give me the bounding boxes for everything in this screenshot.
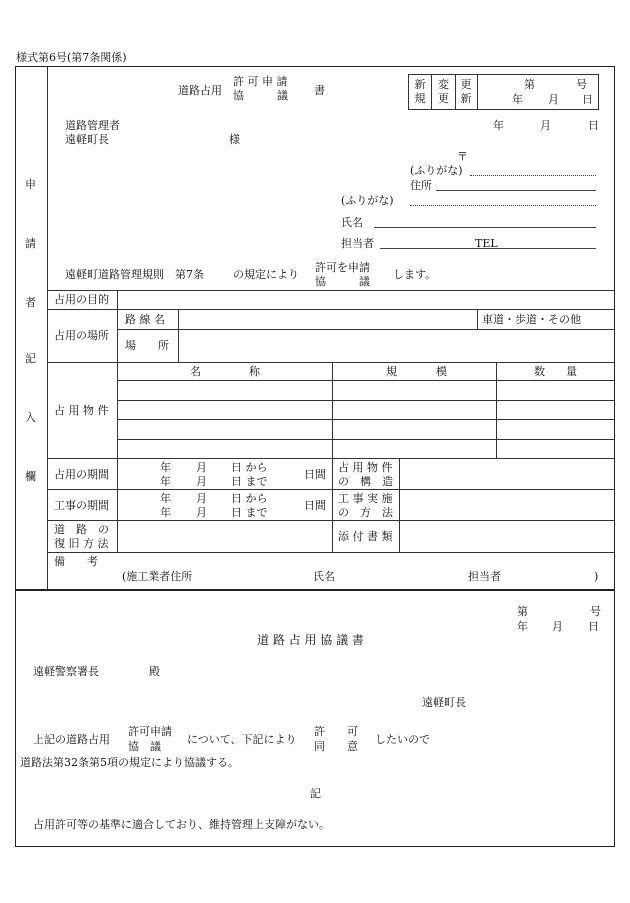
consult-body-end: したいので	[375, 733, 430, 746]
title-suffix: 書	[314, 84, 325, 97]
roadtype-divider	[477, 309, 478, 329]
work-to-month: 月	[196, 506, 207, 519]
row-line	[47, 552, 614, 553]
header-number-dai: 第	[524, 78, 535, 91]
consult-from: 遠軽町長	[422, 696, 466, 709]
consult-to-honorific: 殿	[149, 665, 160, 678]
restore-label-1: 道 路 の	[54, 523, 109, 536]
route-field[interactable]	[179, 310, 476, 329]
work-to-day: 日 まで	[231, 506, 268, 519]
restore-label-2: 復 旧 方 法	[54, 537, 109, 550]
consult-title: 道 路 占 用 協 議 書	[257, 633, 364, 647]
consult-date-year: 年	[517, 620, 528, 633]
furigana-name-line[interactable]	[410, 205, 596, 206]
attachments-label: 添 付 書 類	[338, 530, 393, 543]
type-divider	[477, 74, 478, 110]
period-to-year: 年	[160, 475, 171, 488]
furigana-name: (ふりがな)	[341, 194, 394, 207]
structure-label-2: の 構 造	[338, 475, 393, 488]
consult-number-dai: 第	[517, 605, 528, 618]
consult-body-opt-permit: 許可申請	[128, 725, 172, 738]
work-from-year: 年	[160, 492, 171, 505]
row-line	[117, 439, 614, 440]
town-mayor-label: 遠軽町長	[65, 133, 109, 146]
method-label-1: 工 事 実 施	[338, 492, 393, 505]
row-line	[47, 362, 614, 363]
work-from-month: 月	[196, 492, 207, 505]
objects-label: 占 用 物 件	[54, 404, 109, 417]
consult-date-month: 月	[552, 620, 563, 633]
restore-field[interactable]	[118, 521, 331, 552]
objects-col-divider	[332, 362, 333, 458]
header-number-go: 号	[576, 78, 587, 91]
consult-body-opt-consult: 協 議	[128, 740, 161, 753]
route-label: 路 線 名	[125, 313, 165, 326]
furigana-address: (ふりがな)	[410, 164, 463, 177]
consult-number-go: 号	[590, 605, 601, 618]
header-date-month: 月	[548, 93, 559, 106]
title-option-consult: 協 議	[233, 89, 288, 102]
header-date-day: 日	[582, 93, 593, 106]
postal-mark: 〒	[457, 150, 468, 163]
honorific-sama: 様	[229, 133, 240, 146]
type-renew-1: 更	[460, 78, 472, 91]
contractor-address-label: (施工業者住所	[122, 570, 193, 583]
work-days: 日間	[304, 499, 326, 512]
period-from-month: 月	[196, 461, 207, 474]
consult-ki: 記	[310, 787, 321, 800]
side-label-5: 欄	[25, 470, 36, 483]
period-to-month: 月	[196, 475, 207, 488]
row-line	[117, 419, 614, 420]
work-period-label: 工事の期間	[54, 499, 109, 512]
contact-label: 担当者	[341, 237, 374, 250]
period-days: 日間	[304, 468, 326, 481]
structure-label-1: 占 用 物 件	[338, 461, 393, 474]
name-line[interactable]	[374, 227, 596, 228]
col-name-2: 称	[249, 365, 260, 378]
side-label-2: 者	[25, 296, 36, 309]
period-label: 占用の期間	[54, 468, 109, 481]
consult-body-line2: 道路法第32条第5項の規定により協議する。	[20, 756, 239, 769]
rule-text: 遠軽町道路管理規則 第7条	[65, 268, 204, 281]
objects-col-divider	[496, 362, 497, 458]
side-column-divider	[47, 67, 48, 589]
title-option-permit: 許 可 申 請	[233, 75, 288, 88]
col-name-1: 名	[190, 365, 201, 378]
furigana-address-line[interactable]	[470, 175, 596, 176]
work-to-year: 年	[160, 506, 171, 519]
name-label: 氏名	[341, 216, 363, 229]
type-change-2: 更	[438, 92, 449, 105]
row-line	[117, 400, 614, 401]
rule-option-consult: 協 議	[315, 275, 370, 288]
tel-label: TEL	[475, 237, 498, 250]
apply-date-month: 月	[540, 119, 551, 132]
row-line	[117, 380, 614, 381]
address-label: 住所	[410, 179, 432, 192]
purpose-field[interactable]	[118, 291, 614, 309]
col-scale-2: 模	[436, 365, 447, 378]
consult-statement: 占用許可等の基準に適合しており、維持管理上支障がない。	[33, 818, 330, 831]
header-date-year: 年	[512, 93, 523, 106]
col-qty-2: 量	[566, 365, 577, 378]
col-qty-1: 数	[534, 365, 545, 378]
work-from-day: 日 から	[231, 492, 268, 505]
contractor-name-label: 氏名	[313, 570, 335, 583]
side-label-3: 記	[25, 352, 36, 365]
apply-date-year: 年	[493, 119, 504, 132]
col-scale-1: 規	[386, 365, 397, 378]
title-prefix: 道路占用	[178, 84, 222, 97]
contractor-close-paren: )	[594, 570, 599, 583]
consult-date-day: 日	[588, 620, 599, 633]
type-new-1: 新	[414, 78, 426, 91]
purpose-label: 占用の目的	[54, 293, 109, 306]
consult-body-opt-consent: 同 意	[314, 740, 358, 753]
structure-field[interactable]	[400, 459, 614, 489]
label-column-divider	[117, 290, 118, 552]
apply-date-day: 日	[588, 119, 599, 132]
period-from-year: 年	[160, 461, 171, 474]
address-line[interactable]	[436, 190, 596, 191]
contractor-contact-label: 担当者	[468, 570, 501, 583]
place-label: 場 所	[125, 339, 169, 352]
side-label-0: 申	[25, 178, 36, 191]
rule-end: します。	[393, 268, 437, 281]
place-field[interactable]	[179, 330, 614, 362]
period-from-day: 日 から	[231, 461, 268, 474]
rule-mid: の規定により	[233, 268, 299, 281]
type-new-2: 規	[414, 92, 426, 105]
consult-body-mid: について、下記により	[187, 733, 297, 746]
period-to-day: 日 まで	[231, 475, 268, 488]
consult-body-prefix: 上記の道路占用	[33, 733, 110, 746]
form-number: 様式第6号(第7条関係)	[16, 51, 127, 64]
road-type-options[interactable]: 車道・歩道・その他	[482, 313, 581, 326]
location-label: 占用の場所	[54, 329, 109, 342]
method-label-2: の 方 法	[338, 506, 393, 519]
rule-option-permit: 許可を申請	[315, 261, 370, 274]
consult-to: 遠軽警察署長	[33, 665, 99, 678]
remarks-label: 備 考	[54, 555, 98, 568]
road-manager-label: 道路管理者	[65, 119, 120, 132]
side-label-4: 入	[25, 411, 36, 424]
type-change-1: 変	[438, 78, 449, 91]
consult-body-opt-permission: 許 可	[314, 725, 358, 738]
attachments-field[interactable]	[400, 521, 614, 552]
period-col-divider	[332, 458, 333, 552]
type-renew-2: 新	[460, 92, 472, 105]
side-label-1: 請	[25, 237, 36, 250]
method-field[interactable]	[400, 490, 614, 520]
